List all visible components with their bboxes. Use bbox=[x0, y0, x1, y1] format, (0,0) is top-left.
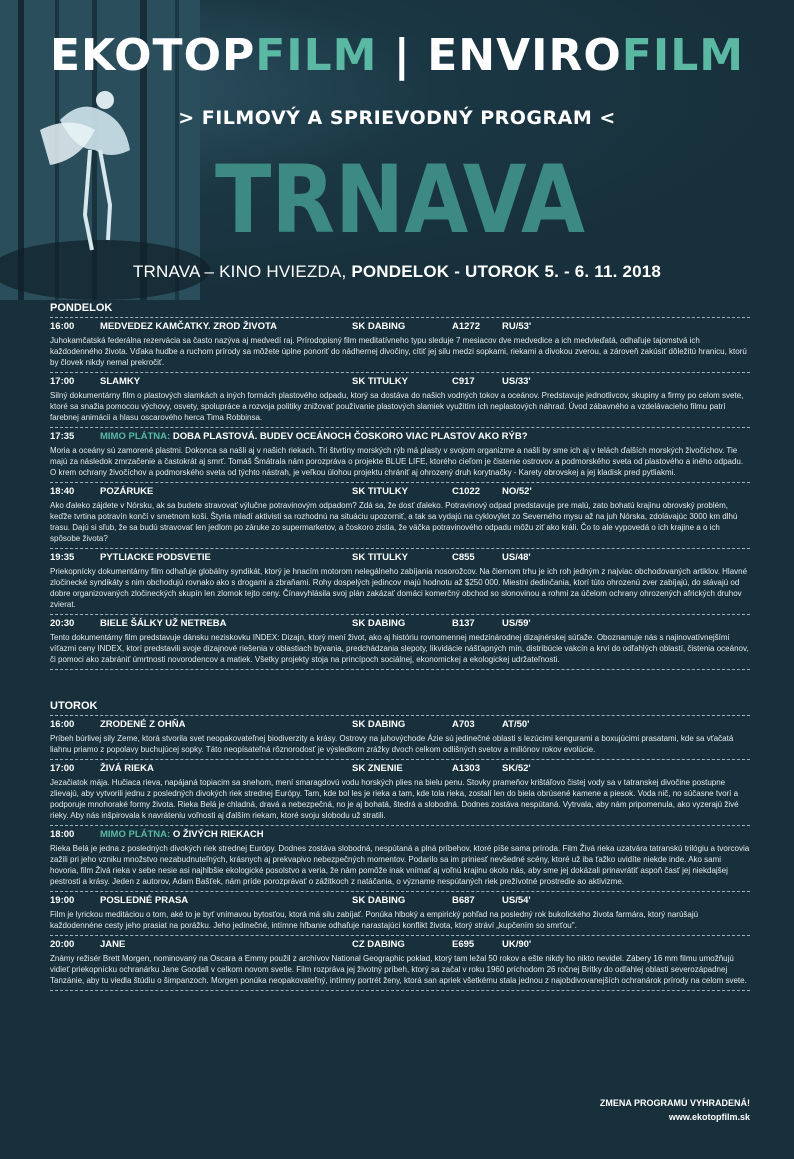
film-title bbox=[100, 939, 125, 950]
film-code: A703 bbox=[452, 719, 475, 730]
film-title bbox=[100, 552, 211, 563]
program-entry bbox=[50, 826, 750, 891]
event-dates: PONDELOK - UTOROK 5. - 6. 11. 2018 bbox=[351, 262, 662, 281]
screening-time: 20:00 bbox=[50, 939, 75, 950]
brand-enviro: ENVIRO bbox=[427, 30, 622, 81]
film-title bbox=[100, 321, 277, 332]
program-entry bbox=[50, 428, 750, 482]
origin-runtime: AT/50' bbox=[502, 719, 530, 730]
venue-name: TRNAVA – KINO HVIEZDA, bbox=[132, 262, 352, 281]
film-title bbox=[100, 618, 227, 629]
film-code: A1303 bbox=[452, 763, 480, 774]
entry-header-row bbox=[50, 763, 750, 776]
screening-time: 18:40 bbox=[50, 486, 75, 497]
screening-time: 17:00 bbox=[50, 763, 75, 774]
day-heading: UTOROK bbox=[50, 700, 98, 712]
film-title-text: JANE bbox=[100, 939, 126, 950]
film-title-text: MEDVEDEZ KAMČATKY. ZROD ŽIVOTA bbox=[100, 321, 277, 332]
film-title-text: POZÁRUKE bbox=[100, 486, 154, 497]
off-screen-label: MIMO PLÁTNA: bbox=[100, 829, 171, 840]
film-code: C855 bbox=[452, 552, 475, 563]
program-entry bbox=[50, 318, 750, 372]
entry-header-row bbox=[50, 431, 750, 444]
film-title bbox=[100, 719, 186, 730]
language-version: SK TITULKY bbox=[352, 376, 408, 387]
film-description: Rieka Belá je jedna z posledných divokých riek strednej Európy. Dodnes zostáva slobodná, nespútaná a plná príbehov, ktoré píše sama príroda. Film Živá rieka uzatvára tatranskú trilógiu a tvorcovia zažili pri jeho vzniku množstvo nezabudnuteľných, krásnych aj prekvapivo nebezpečných momentov. Podarilo sa im priniesť nevšedné scény, ktoré už iba ťažko uvidíte niekde inde. Ako sami hovoria, film Živá rieka v sebe nesie asi najhlbšie ekologické posolstvo a veria, že nám pomôže inak vnímať aj voľnú krajinu okolo nás, aby sme jej dokázali prinavrátiť aspoň časť jej niekdajšej pestrosti a krásy. Jeden z autorov, Adam Bašťek, nám príde porozprávať o zážitkoch z natáčania, o význame nespútaných riek prežívotné prostredie ao aktivizme. bbox=[50, 844, 750, 886]
day-heading: PONDELOK bbox=[50, 302, 113, 314]
origin-runtime: RU/53' bbox=[502, 321, 532, 332]
origin-runtime: US/48' bbox=[502, 552, 531, 563]
film-code: A1272 bbox=[452, 321, 480, 332]
film-code: B137 bbox=[452, 618, 475, 629]
film-title-text: POSLEDNÉ PRASA bbox=[100, 895, 189, 906]
film-description: Známy režisér Brett Morgen, nominovaný na Oscara a Emmy použil z archívov National Geographic poklad, ktorý tam ležal 50 rokov a ešte nikdy ho nikto nevidel. Zábery 16 mm filmu umožňujú vidieť priekopnícku ochranárku Jane Goodall v celkom novom svetle. Film rozpráva jej životný príbeh, ktorý sa začal v roku 1960 príchodom 26 ročnej Britky do odľahlej oblasti severozápadnej Tanzánie, aby tu viedla štúdiu o šimpanzoch. Morgen ponúka neopakovateľný, intímny portrét ženy, ktorá san apriek všetkému stala jednou z najobdivovanejších ochranárok prírody na celom svete. bbox=[50, 954, 747, 985]
language-version: SK TITULKY bbox=[352, 486, 408, 497]
film-title-text: DOBA PLASTOVÁ. BUDEV OCEÁNOCH ČOSKORO VIAC PLASTOV AKO RÝB? bbox=[170, 431, 528, 442]
screening-time: 16:00 bbox=[50, 321, 75, 332]
film-title-text: BIELE ŠÁLKY UŽ NETREBA bbox=[100, 618, 227, 629]
language-version: SK TITULKY bbox=[352, 552, 408, 563]
program-schedule bbox=[50, 298, 750, 991]
svg-text:TRNAVA: TRNAVA bbox=[215, 146, 586, 255]
origin-runtime: SK/52' bbox=[502, 763, 531, 774]
brand-film-right: FILM bbox=[621, 30, 745, 81]
origin-runtime: NO/52' bbox=[502, 486, 532, 497]
film-description: Tento dokumentárny film predstavuje dánsku neziskovku INDEX: Dizajn, ktorý mení život, ako aj históriu rovnomennej medzinárodnej dizajnérskej súťaže. Oboznamuje nás s najinovatívnejšími víťazmi ceny INDEX, ktorí predstavili svoje dizajnové riešenia v oblastiach bývania, predchádzania slepoty, likvidácie nášťapných mín, distribúcie vakcín a krví do odľahlých oblastí, čistenia oceánov, či pomoci ako zabrániť úmrtnosti novorodencov a matiek. Všetky projekty stoja na princípoch sociálnej, ekonomickej a ekologickej udržateľnosti. bbox=[50, 633, 749, 664]
entry-header-row bbox=[50, 829, 750, 842]
language-version: SK DABING bbox=[352, 895, 406, 906]
film-description: Ako ďaleko zájdete v Nórsku, ak sa budete stravovať výlučne potravinovým odpadom? Zdá sa, že dosť ďaleko. Potravinový odpad predstavuje pre malú, zato bohatú krajinu obrovský problém, keďže tvrtina potravín končí v smetnom koši. Štyria mladí aktivisti sa rozhodnú na situáciu upozorniť, a tak sa vydajú na cyklovýlet zo Severného mysu až na juh Nórska, zdolávajúc 3000 km dlhú trasu. Dajú si sľub, že sa budú stravovať len jedlom po záruke zo supermarketov, a čoskoro zistia, že väčka potravinového odpadu môžu ziť ako králi. Čo to ale vypovedá o ich krajine a o ich spôsobe života? bbox=[50, 501, 738, 543]
film-title bbox=[100, 895, 188, 906]
film-code: E695 bbox=[452, 939, 475, 950]
film-description: Film je lyrickou meditáciou o tom, aké to je byť vnímavou bytosťou, ktorá má silu zabíjať. Ponúka hlboký a empirický pohľad na posledný rok bukolického života farmára, ktorý narúšajú každodennéne cesty jeho prasiat na porážku. Jeho jedinečné, intímne hľbanie odhaľuje narastajúci konflikt života, ktorý stráví „kupčením so smrťou". bbox=[50, 910, 699, 930]
program-entry bbox=[50, 483, 750, 548]
venue-dates bbox=[0, 262, 794, 282]
entry-header-row bbox=[50, 321, 750, 334]
film-title-text: PYTLIACKE PODSVETIE bbox=[100, 552, 211, 563]
screening-time: 18:00 bbox=[50, 829, 75, 840]
entry-header-row bbox=[50, 618, 750, 631]
film-code: B687 bbox=[452, 895, 475, 906]
film-title-text: O ŽIVÝCH RIEKACH bbox=[170, 829, 264, 840]
origin-runtime: US/54' bbox=[502, 895, 531, 906]
entry-header-row bbox=[50, 895, 750, 908]
dashed-separator bbox=[50, 990, 750, 991]
origin-runtime: UK/90' bbox=[502, 939, 532, 950]
entry-header-row bbox=[50, 719, 750, 732]
film-title bbox=[100, 486, 153, 497]
festival-brand bbox=[0, 30, 794, 81]
entry-header-row bbox=[50, 376, 750, 389]
program-entry bbox=[50, 716, 750, 759]
film-title-text: ŽIVÁ RIEKA bbox=[100, 763, 154, 774]
film-title bbox=[100, 763, 154, 774]
brand-divider: | bbox=[377, 30, 428, 81]
film-description: Jezačiatok mája. Hučiaca rieva, napájaná topiacim sa snehom, mení smaragdovú vodu horských plies na bielu penu. Stovky prameňov krištáľovo čistej vody sa v tatranskej divočine postupne zlievajú, aby vytvorili jednu z posledných divokých riek strednej Európy. Tam, kde bol les je rieka a tam, kde tola rieka, zostalí len do biela obrúsené kamene a piesok. Voda nič, no súčasne tvorí a podporuje mnohoraké formy života. Rieka Belá je chladná, dravá a nebezpečná, no je aj bohatá, štedrá a slobodná. Dodnes zostáva nespútaná. Vytrvala, aby nám pripomenula, ako vyzerajú živé rieky. Aby nás inšpirovala k navráteniu voľnosti aj ďalším riekam, ktoré svoju slobodu už stratili. bbox=[50, 778, 739, 820]
footer bbox=[600, 1096, 750, 1124]
screening-time: 19:00 bbox=[50, 895, 75, 906]
brand-film-left: FILM bbox=[255, 30, 378, 81]
screening-time: 17:00 bbox=[50, 376, 75, 387]
film-title bbox=[100, 829, 264, 840]
film-title-text: SLAMKY bbox=[100, 376, 141, 387]
screening-time: 19:35 bbox=[50, 552, 75, 563]
off-screen-label: MIMO PLÁTNA: bbox=[100, 431, 171, 442]
program-entry bbox=[50, 936, 750, 990]
film-code: C1022 bbox=[452, 486, 480, 497]
website-link[interactable]: www.ekotopfilm.sk bbox=[668, 1112, 750, 1122]
film-description: Juhokamčatská federálna rezervácia sa často nazýva aj medvedí raj. Prírodopisný film meditatívneho typu sleduje 7 mesiacov dve medvedice a ich medvieďatá, odhaľuje tajomstvá ich každodenného života. Vďaka hudbe a ruchom prírody sa môžete úplne ponoriť do nádhernej divočiny, cítiť jej silu medzi sopkami, riekami a divokou zverou, a zároveň zakúsiť dôležitú hranicu, ktorú by človek nikdy nemal prekročiť. bbox=[50, 336, 747, 367]
origin-runtime: US/59' bbox=[502, 618, 531, 629]
program-entry bbox=[50, 615, 750, 669]
dashed-separator bbox=[50, 669, 750, 670]
program-subtitle: > FILMOVÝ A SPRIEVODNÝ PROGRAM < bbox=[178, 107, 616, 129]
film-description: Moria a oceány sú zamorené plastmi. Dokonca sa našli aj v našich riekach. Tri štvrtiny morských rýb má plasty v svojom organizme a našli by sme ich aj v telách ďalších morských živočíchov. Tie majú za následok zmrzačenie a častokrát aj smrť. Tomáš Šmátrala nám porozpráva o projekte BLUE LIFE, ktorého cieľom je čistenie ostrovov a podmorského sveta od plastového a iného odpadu. O krem ochrany živočíchov a podmorského sveta od týchto nástrah, je veľkou úlohou projektu chrániť aj ohrozený druh korytnačky - Karety obrovskej a jej kladisk pred pytliakmi. bbox=[50, 446, 744, 477]
film-code: C917 bbox=[452, 376, 475, 387]
screening-time: 17:35 bbox=[50, 431, 75, 442]
film-description: Priekopnícky dokumentárny film odhaľuje globálny syndikát, ktorý je hnacím motorom nelegálneho zabíjania nosorožcov. Na čiernom trhu je ich roh jedným z najviac obchodovaných artiklov. Hlavné zločinecké syndikáty s nim obchodujú rovnako ako s drogami a zbraňami. Rohy dospelých jedincov majú hodnotu až $250 000. Miestni dedinčania, ktorí túto ohrozenú zver zabíjajú, do stávajú od dobre organizovaných zločineckých skupín len zlomok tejto ceny. Čínavyhlásila svoj plán zakázať domáci komerčný obchod so slonovinou a rohmi za účelom ochrany ohrozených afrických druhov zvierat. bbox=[50, 567, 748, 609]
program-entry bbox=[50, 760, 750, 825]
language-version: CZ DABING bbox=[352, 939, 405, 950]
film-description: Silný dokumentárny film o plastových slamkách a iných formách plastového odpadu, ktorý sa dostáva do našich vodných tokov a oceánov. Predstavuje jednotlivcov, skupiny a firmy po celom svete, ktoré sa snažia pomocou výchovy, osvety, spolupráce a rozvoja politiky znižovať používanie plastových slamiek využitím ich neplastových náhrad. Úvod zábavného a vzdelávacieho filmu patrí farebnej animácii a hlasu oscarového herca Tima Robbinsa. bbox=[50, 391, 744, 422]
program-entry bbox=[50, 373, 750, 427]
language-version: SK DABING bbox=[352, 321, 406, 332]
screening-time: 16:00 bbox=[50, 719, 75, 730]
program-entry bbox=[50, 549, 750, 614]
origin-runtime: US/33' bbox=[502, 376, 531, 387]
film-title bbox=[100, 376, 140, 387]
program-entry bbox=[50, 892, 750, 935]
header-banner bbox=[0, 0, 794, 300]
language-version: SK DABING bbox=[352, 719, 406, 730]
film-description: Príbeh búrlivej sily Zeme, ktorá stvorila svet neopakovateľnej biodiverzity a krásy. Ostrovy na juhovýchode Ázie sú jedinečné oblasti s lezúcimi kengurami a boxujúcimi prasatami, kde sa vťačatá liahnu priamo z popolavy buchujúcej sopky. Táto neopísateľná rôznorodosť je výsledkom zrážky dvoch celkom odlišných svetov a miliónov rokov evolúcie. bbox=[50, 734, 734, 754]
film-title-text: ZRODENÉ Z OHŇA bbox=[100, 719, 186, 730]
language-version: SK DABING bbox=[352, 618, 406, 629]
language-version: SK ZNENIE bbox=[352, 763, 403, 774]
city-title bbox=[210, 146, 590, 255]
entry-header-row bbox=[50, 552, 750, 565]
entry-header-row bbox=[50, 939, 750, 952]
film-title bbox=[100, 431, 528, 442]
entry-header-row bbox=[50, 486, 750, 499]
program-change-notice: ZMENA PROGRAMU VYHRADENÁ! bbox=[599, 1098, 750, 1108]
brand-ekotop: EKOTOP bbox=[49, 30, 256, 81]
screening-time: 20:30 bbox=[50, 618, 75, 629]
